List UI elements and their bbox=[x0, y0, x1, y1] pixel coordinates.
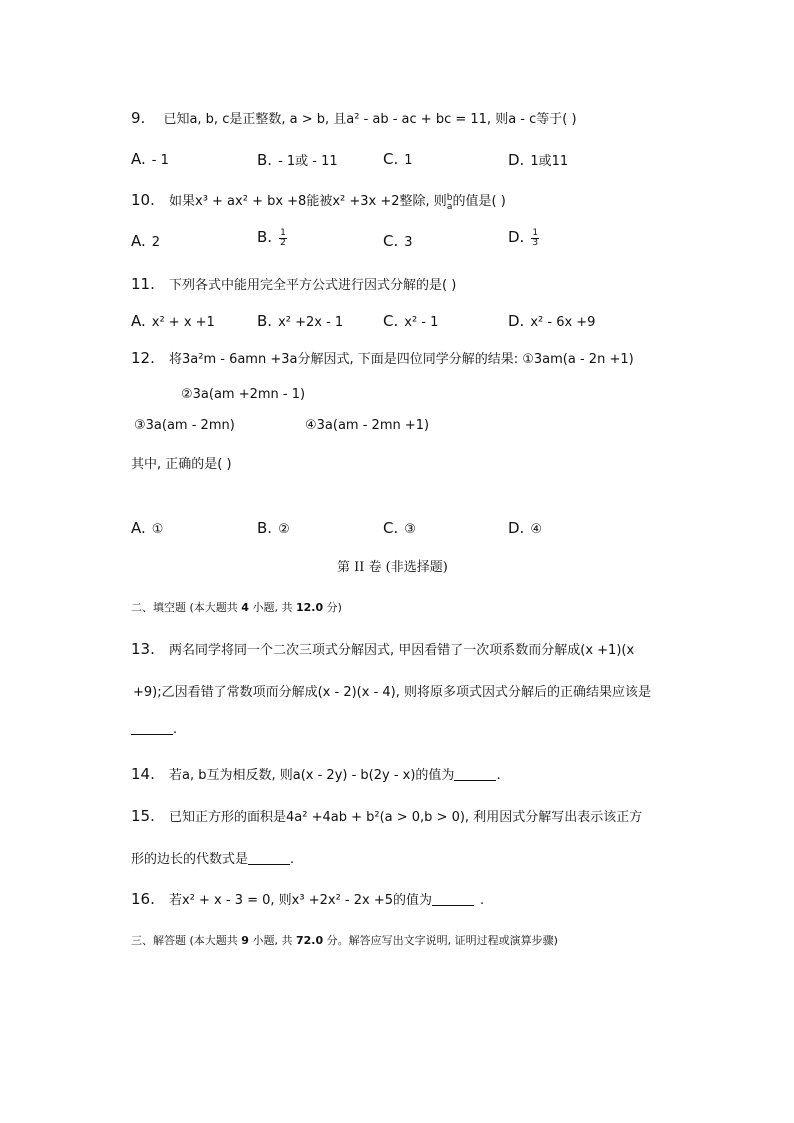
question-16: 16. 若x² + x - 3 = 0, 则x³ +2x² - 2x +5的值为 . bbox=[131, 890, 485, 908]
question-text-end: 的值是( ) bbox=[452, 194, 506, 209]
option-d[interactable]: D. x² - 6x +9 bbox=[508, 312, 596, 330]
option-c[interactable]: C. x² - 1 bbox=[383, 312, 439, 330]
question-text: 两名同学将同一个二次三项式分解因式, 甲因看错了一次项系数而分解成(x +1)(x bbox=[169, 643, 635, 658]
question-14: 14. 若a, b互为相反数, 则a(x - 2y) - b(2y - x)的值为 . bbox=[131, 765, 501, 783]
section-heading-fill-in: 二、填空题 (本大题共 4 小题, 共 12.0 分) bbox=[131, 601, 342, 614]
answer-option-3: ③3a(am - 2mn) bbox=[134, 418, 235, 433]
answer-option-2: ②3a(am +2mn - 1) bbox=[181, 387, 306, 402]
question-text: 若x² + x - 3 = 0, 则x³ +2x² - 2x +5的值为 bbox=[169, 893, 432, 908]
option-c[interactable]: C. 1 bbox=[383, 150, 413, 168]
question-13 bbox=[131, 639, 634, 658]
answer-blank[interactable] bbox=[432, 893, 474, 906]
question-number: 10. bbox=[131, 191, 155, 209]
section-heading-answer: 三、解答题 (本大题共 9 小题, 共 72.0 分。解答应写出文字说明, 证明过程或演算步骤) bbox=[131, 934, 558, 947]
fraction-one-third: $\frac{1}{3}$ bbox=[532, 228, 539, 248]
question-text: 若a, b互为相反数, 则a(x - 2y) - b(2y - x)的值为 bbox=[169, 768, 455, 783]
option-b[interactable]: B. x² +2x - 1 bbox=[257, 312, 344, 330]
question-text: 已知a, b, c是正整数, a > b, 且a² - ab - ac + bc = 11, 则a - c等于( ) bbox=[163, 112, 577, 127]
question-text: 已知正方形的面积是4a² +4ab + b²(a > 0,b > 0), 利用因式分解写出表示该正方 bbox=[169, 810, 643, 825]
question-number: 14. bbox=[131, 765, 155, 783]
question-text: 下列各式中能用完全平方公式进行因式分解的是( ) bbox=[169, 278, 457, 293]
option-a[interactable]: A. - 1 bbox=[131, 150, 169, 168]
question-text-start: 如果x³ + ax² + bx +8能被x² +3x +2整除, 则 bbox=[169, 194, 447, 209]
question-9 bbox=[131, 108, 577, 127]
option-a[interactable]: A. x² + x +1 bbox=[131, 312, 215, 330]
question-10 bbox=[131, 190, 506, 212]
question-number: 9. bbox=[131, 109, 146, 127]
option-c[interactable]: C. ③ bbox=[383, 519, 416, 537]
fraction-one-half: $\frac{1}{2}$ bbox=[280, 228, 286, 248]
option-a[interactable]: A. ① bbox=[131, 519, 164, 537]
fraction-b-over-a: b a bbox=[446, 193, 453, 212]
option-d[interactable]: D. $\frac{1}{3}$ bbox=[508, 228, 539, 248]
question-11 bbox=[131, 274, 456, 293]
answer-blank[interactable] bbox=[454, 768, 496, 781]
question-13-line-3: . bbox=[131, 722, 177, 737]
option-a[interactable]: A. 2 bbox=[131, 232, 161, 250]
question-prompt: 其中, 正确的是( ) bbox=[131, 457, 232, 472]
question-number: 16. bbox=[131, 890, 155, 908]
question-15 bbox=[131, 806, 642, 825]
part-2-title: 第 II 卷 (非选择题) bbox=[337, 560, 448, 575]
question-text: 将3a²m - 6amn +3a分解因式, 下面是四位同学分解的结果: ①3am(a - 2n +1) bbox=[169, 352, 634, 367]
answer-option-4: ④3a(am - 2mn +1) bbox=[305, 418, 430, 433]
answer-blank[interactable] bbox=[248, 852, 290, 865]
option-c[interactable]: C. 3 bbox=[383, 232, 413, 250]
question-13-line-2: +9);乙因看错了常数项而分解成(x - 2)(x - 4), 则将原多项式因式分解后的正确结果应该是 bbox=[133, 685, 652, 700]
question-15-line-2: 形的边长的代数式是 . bbox=[131, 852, 295, 867]
question-number: 15. bbox=[131, 807, 155, 825]
option-d[interactable]: D. 1或11 bbox=[508, 151, 569, 169]
option-b[interactable]: B. - 1或 - 11 bbox=[257, 151, 338, 169]
question-number: 13. bbox=[131, 640, 155, 658]
question-number: 12. bbox=[131, 349, 155, 367]
option-b[interactable]: B. ② bbox=[257, 519, 290, 537]
option-d[interactable]: D. ④ bbox=[508, 519, 542, 537]
answer-blank[interactable] bbox=[131, 722, 173, 735]
question-12 bbox=[131, 348, 634, 367]
option-b[interactable]: B. $\frac{1}{2}$ bbox=[257, 228, 286, 248]
question-number: 11. bbox=[131, 275, 155, 293]
